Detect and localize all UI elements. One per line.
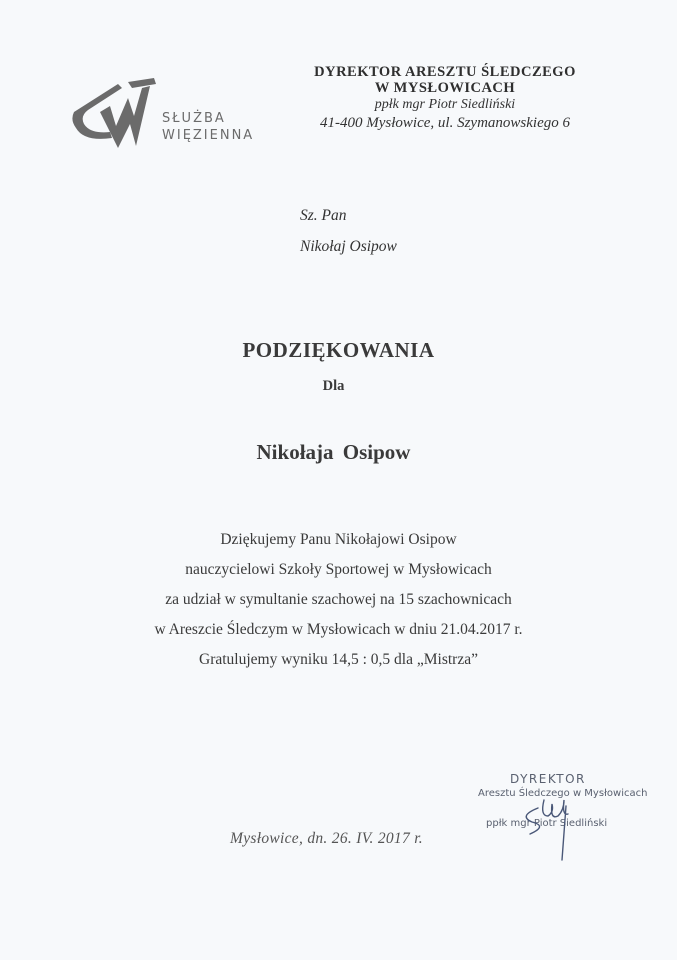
body-line: w Areszcie Śledczym w Mysłowicach w dniu 21.04.2017 r. <box>154 621 523 638</box>
body-line: nauczycielowi Szkoły Sportowej w Mysłowicach <box>185 561 492 578</box>
emblem-icon <box>70 76 160 156</box>
body-line: za udział w symultanie szachowej na 15 szachownicach <box>165 591 512 608</box>
body-line: Gratulujemy wyniku 14,5 : 0,5 dla „Mistrza” <box>199 651 478 668</box>
for-label: Dla <box>322 378 345 394</box>
honoree-name: Nikołaja Osipow <box>256 440 411 464</box>
letterhead-address: 41-400 Mysłowice, ul. Szymanowskiego 6 <box>320 115 570 131</box>
stamp-name: ppłk mgr Piotr Siedliński <box>486 818 608 829</box>
stamp-title: DYREKTOR <box>510 772 586 786</box>
logo-wordmark <box>162 110 254 144</box>
recipient-name: Nikołaj Osipow <box>300 238 397 255</box>
sluzba-wiezienna-logo <box>70 76 270 156</box>
recipient-block <box>300 200 397 262</box>
body-text <box>0 525 677 675</box>
body-line: Dziękujemy Panu Nikołajowi Osipow <box>220 531 457 548</box>
stamp-institution: Aresztu Śledczego w Mysłowicach <box>478 788 648 799</box>
logo-line-1: SŁUŻBA <box>162 111 226 126</box>
letterhead-director: ppłk mgr Piotr Siedliński <box>374 97 516 112</box>
director-stamp <box>468 770 648 870</box>
letterhead-title-1: DYREKTOR ARESZTU ŚLEDCZEGO <box>314 64 576 80</box>
letterhead <box>300 64 590 133</box>
signature-icon <box>508 786 588 866</box>
place-and-date: Mysłowice, dn. 26. IV. 2017 r. <box>230 830 423 847</box>
letterhead-title-2: W MYSŁOWICACH <box>374 80 516 96</box>
logo-line-2: WIĘZIENNA <box>162 128 255 143</box>
recipient-salutation: Sz. Pan <box>300 207 347 224</box>
document-title: PODZIĘKOWANIA <box>242 338 435 362</box>
